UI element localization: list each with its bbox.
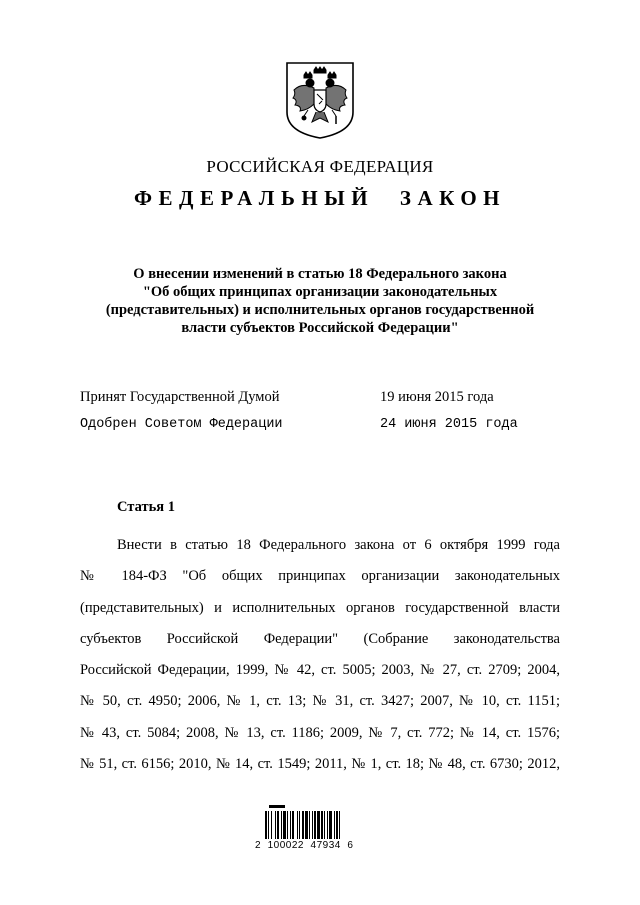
barcode-icon (261, 805, 381, 843)
law-title (60, 265, 580, 337)
law-title-line: власти субъектов Российской Федерации" (181, 320, 459, 336)
body-line: Российской Федерации, 1999, № 42, ст. 5005; 2003, № 27, ст. 2709; 2004, (80, 662, 560, 679)
body-line: № 50, ст. 4950; 2006, № 1, ст. 13; № 31, ст. 3427; 2007, № 10, ст. 1151; (80, 693, 560, 710)
duma-date: 19 июня 2015 года (380, 389, 494, 405)
coat-of-arms-icon (284, 60, 356, 140)
barcode-number: 2 100022 47934 6 (255, 840, 354, 851)
council-label: Одобрен Советом Федерации (80, 417, 283, 432)
body-line: № 51, ст. 6156; 2010, № 14, ст. 1549; 2011, № 1, ст. 18; № 48, ст. 6730; 2012, (80, 756, 560, 773)
council-date: 24 июня 2015 года (380, 417, 518, 432)
body-line: № 184-ФЗ "Об общих принципах организации законодательных (80, 568, 560, 585)
body-line: № 43, ст. 5084; 2008, № 13, ст. 1186; 2009, № 7, ст. 772; № 14, ст. 1576; (80, 724, 560, 741)
article-body (80, 530, 560, 780)
body-line: Внести в статью 18 Федерального закона от 6 октября 1999 года (117, 537, 560, 553)
article-heading: Статья 1 (117, 499, 175, 515)
body-line: субъектов Российской Федерации" (Собрание законодательства (80, 630, 560, 647)
document-type: ФЕДЕРАЛЬНЫЙ ЗАКОН (134, 186, 506, 210)
country-name: РОССИЙСКАЯ ФЕДЕРАЦИЯ (206, 157, 434, 176)
law-title-line: "Об общих принципах организации законодательных (142, 284, 498, 300)
body-line: (представительных) и исполнительных органов государственной власти (80, 599, 560, 616)
duma-label: Принят Государственной Думой (80, 389, 280, 405)
law-title-line: О внесении изменений в статью 18 Федерального закона (133, 266, 507, 282)
law-title-line: (представительных) и исполнительных органов государственной (105, 302, 535, 318)
